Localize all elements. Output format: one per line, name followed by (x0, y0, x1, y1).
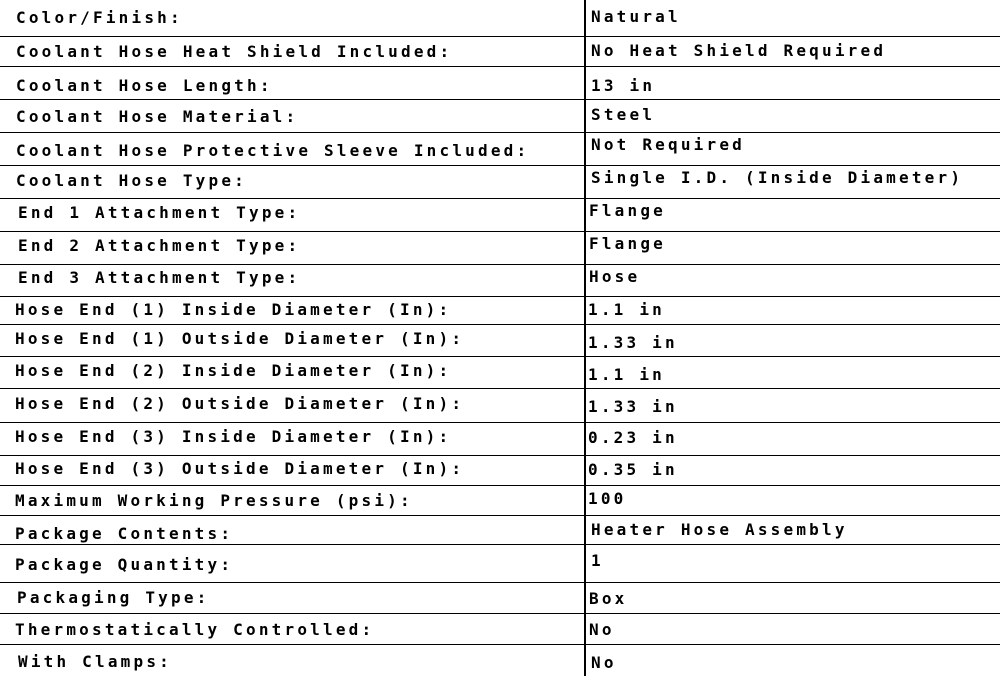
spec-row-end1-outside-diameter (0, 324, 1000, 356)
spec-row-end2-attachment (0, 231, 1000, 263)
spec-label: Hose End (3) Inside Diameter (In): (15, 427, 452, 446)
spec-row-protective-sleeve (0, 132, 1000, 164)
spec-label: Coolant Hose Material: (16, 107, 299, 126)
spec-label: Hose End (2) Outside Diameter (In): (15, 394, 465, 413)
spec-label: End 3 Attachment Type: (18, 268, 301, 287)
spec-label: Coolant Hose Length: (16, 76, 273, 95)
spec-row-end2-outside-diameter (0, 388, 1000, 420)
spec-row-hose-type (0, 165, 1000, 197)
spec-label: Hose End (1) Outside Diameter (In): (15, 329, 465, 348)
spec-value: No Heat Shield Required (591, 41, 887, 60)
spec-label: End 1 Attachment Type: (18, 203, 301, 222)
spec-value: Hose (589, 267, 641, 286)
spec-label: Hose End (3) Outside Diameter (In): (15, 459, 465, 478)
spec-row-with-clamps (0, 644, 1000, 676)
spec-row-color-finish (0, 0, 1000, 32)
spec-value: Single I.D. (Inside Diameter) (591, 168, 964, 187)
spec-row-heat-shield (0, 32, 1000, 64)
spec-value: 1.33 in (588, 333, 678, 352)
spec-label: Package Quantity: (15, 555, 234, 574)
spec-row-hose-length (0, 66, 1000, 98)
spec-label: Thermostatically Controlled: (15, 620, 375, 639)
spec-value: Box (589, 589, 628, 608)
spec-row-end1-attachment (0, 198, 1000, 230)
spec-label: Packaging Type: (17, 588, 210, 607)
spec-row-packaging-type (0, 582, 1000, 614)
spec-label: End 2 Attachment Type: (18, 236, 301, 255)
spec-value: No (591, 653, 617, 672)
spec-value: 0.23 in (588, 428, 678, 447)
spec-value: Not Required (591, 135, 745, 154)
spec-row-thermostatically-controlled (0, 613, 1000, 645)
spec-value: 1.33 in (588, 397, 678, 416)
spec-row-end3-inside-diameter (0, 422, 1000, 454)
spec-value: Flange (589, 201, 666, 220)
spec-value: No (589, 620, 615, 639)
spec-label: Package Contents: (15, 524, 234, 543)
spec-label: Maximum Working Pressure (psi): (15, 491, 413, 510)
spec-label: Hose End (1) Inside Diameter (In): (15, 300, 452, 319)
spec-value: 13 in (591, 76, 656, 95)
spec-label: With Clamps: (18, 652, 172, 671)
spec-value: Steel (591, 105, 656, 124)
spec-label: Coolant Hose Heat Shield Included: (16, 42, 453, 61)
spec-label: Coolant Hose Protective Sleeve Included: (16, 141, 530, 160)
spec-label: Coolant Hose Type: (16, 171, 247, 190)
spec-value: 1.1 in (588, 300, 665, 319)
spec-label: Color/Finish: (16, 8, 183, 27)
spec-label: Hose End (2) Inside Diameter (In): (15, 361, 452, 380)
spec-row-hose-material (0, 99, 1000, 131)
spec-value: Flange (589, 234, 666, 253)
spec-row-end2-inside-diameter (0, 356, 1000, 388)
spec-row-package-quantity (0, 544, 1000, 576)
spec-row-package-contents (0, 515, 1000, 547)
spec-row-max-pressure (0, 485, 1000, 517)
spec-value: 0.35 in (588, 460, 678, 479)
spec-value: Heater Hose Assembly (591, 520, 848, 539)
spec-row-end3-outside-diameter (0, 455, 1000, 487)
spec-row-end3-attachment (0, 264, 1000, 296)
spec-value: 100 (588, 489, 627, 508)
spec-value: 1 (591, 551, 604, 570)
spec-value: Natural (591, 7, 681, 26)
spec-value: 1.1 in (588, 365, 665, 384)
